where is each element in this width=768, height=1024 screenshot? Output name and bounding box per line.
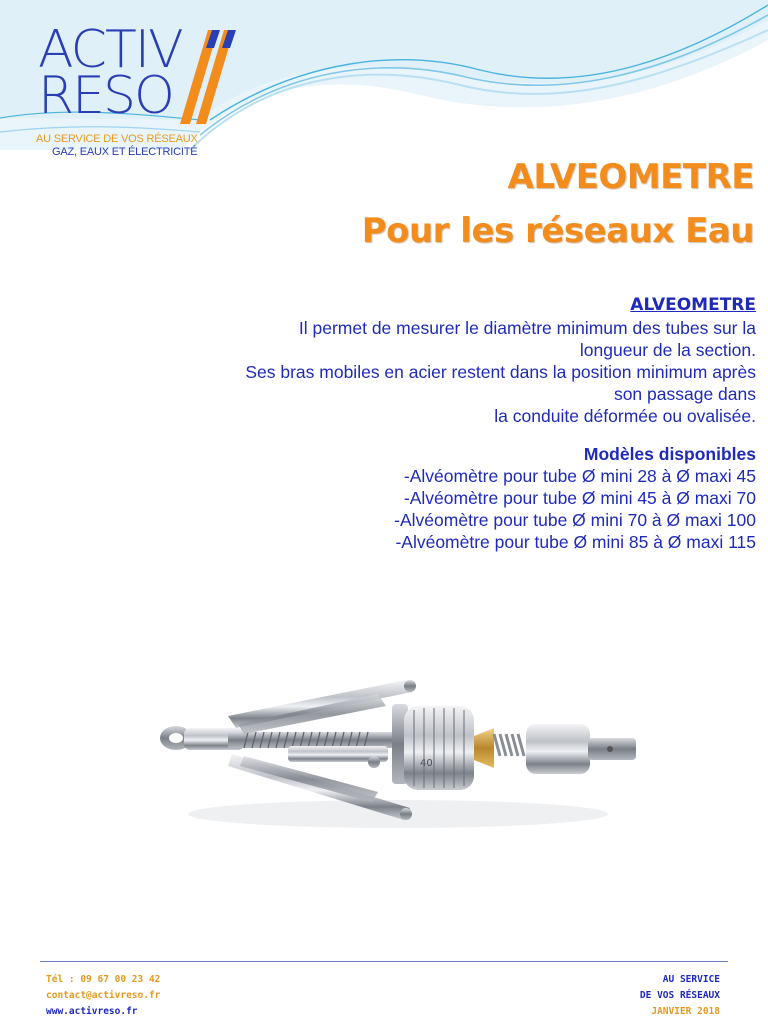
logo-word-activ: ACTIV	[38, 20, 182, 80]
model-item: -Alvéomètre pour tube Ø mini 85 à Ø maxi 115	[395, 532, 756, 552]
footer-tagline-line1: AU SERVICE	[662, 974, 720, 985]
logo-word-reso: RESO	[38, 66, 173, 126]
alveometer-product-image	[148, 664, 640, 840]
models-title: Modèles disponibles	[583, 444, 756, 464]
page-subtitle: Pour les réseaux Eau	[361, 211, 754, 251]
footer-tagline	[640, 972, 720, 1020]
footer-phone: Tél : 09 67 00 23 42	[46, 974, 161, 985]
dial-number-text: 40	[420, 758, 433, 769]
description-line: Il permet de mesurer le diamètre minimum des tubes sur la	[298, 318, 756, 338]
company-logo	[34, 22, 244, 172]
model-item: -Alvéomètre pour tube Ø mini 28 à Ø maxi 45	[403, 466, 756, 486]
description-line: son passage dans	[613, 384, 756, 404]
page-title: ALVEOMETRE	[507, 157, 754, 197]
section-title: ALVEOMETRE	[630, 295, 756, 315]
footer-website: www.activreso.fr	[46, 1006, 138, 1017]
model-item: -Alvéomètre pour tube Ø mini 70 à Ø maxi 100	[394, 510, 756, 530]
logo-tagline-service: AU SERVICE DE VOS RÉSEAUX	[36, 133, 198, 145]
model-item: -Alvéomètre pour tube Ø mini 45 à Ø maxi 70	[403, 488, 756, 508]
logo-slash-mark	[174, 26, 244, 126]
footer-tagline-line2: DE VOS RÉSEAUX	[639, 990, 720, 1001]
description-line: longueur de la section.	[579, 340, 756, 360]
product-description	[116, 294, 756, 553]
footer-contact	[46, 972, 160, 1020]
footer-divider	[40, 961, 728, 962]
description-line: la conduite déformée ou ovalisée.	[494, 406, 756, 426]
footer-email: contact@activreso.fr	[46, 990, 161, 1001]
description-line: Ses bras mobiles en acier restent dans la position minimum après	[245, 362, 756, 382]
logo-tagline-networks: GAZ, EAUX ET ÉLECTRICITÉ	[52, 146, 198, 158]
footer-date: JANVIER 2018	[651, 1006, 720, 1017]
